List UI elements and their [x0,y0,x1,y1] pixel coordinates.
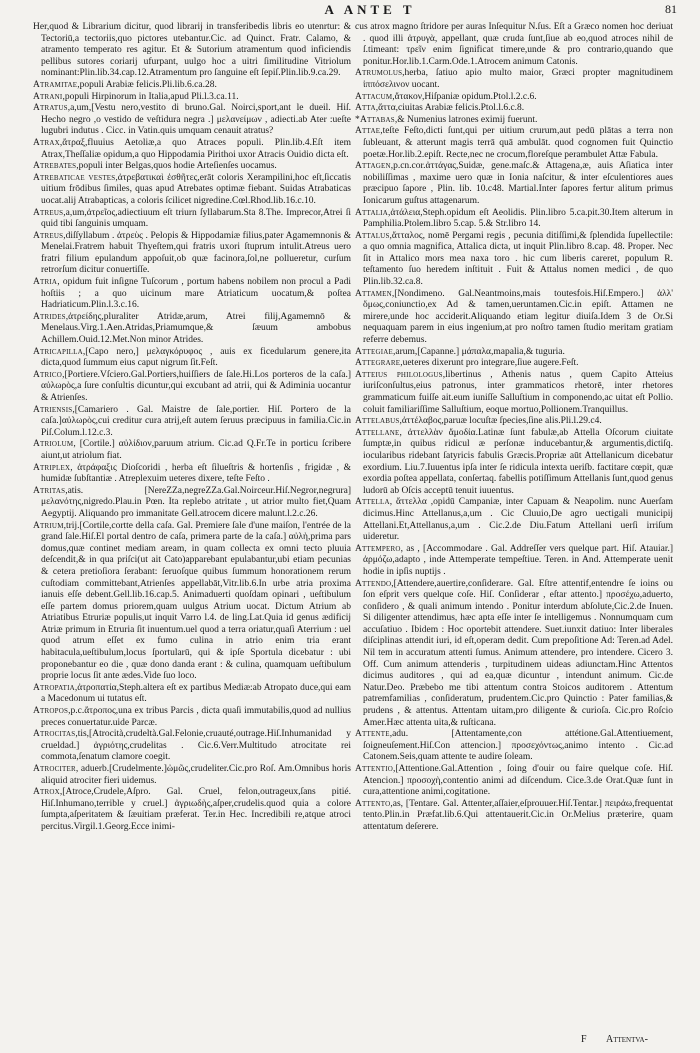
entry-headword: Atria [33,277,58,288]
entry-text: , [Cortile.] αὐλίδιον,paruum atrium. Cic.ad Q.Fr.Te in porticu ſcribere aiunt,ut atriolum fiat. [41,439,351,461]
dictionary-entry [33,787,351,833]
entry-text: ,[Capo nero,] μελαγκόρυφος , auis ex ficedularum genere,ita dicta,quod ſummum eius caput nigrum ſit.Feſt. [41,346,351,369]
entry-headword: Atrebaticae vestes [33,172,116,183]
entry-headword: Atteius philologus [355,369,443,380]
entry-headword: Atta [355,103,376,114]
entry-headword: Atrium [33,520,64,531]
entry-headword: Atreus [33,230,64,241]
entry-text: , ἀττελλὰν ἄμοδία.Latinæ ſunt fabulæ,ab Attella Oſcorum ciuitate ſumptæ,in quibus ridicul æ perſonæ inducebantur,& argumentis,dictiſq. iocularibus ridebant ſatyricis fabulis Græcis.Propriæ aūt Attellanicum dicebatur exordium. Liu.7.Iuuentus ipſa inter ſe ridicula intexta ueriſb. factitare cœpit, quæ exordia poſtea appellata, conſertaq. fabellis potiſſimum Attellanis ſunt,quod genus ludorū ab Oſcis acceptū tenuit iuuentus. [363,427,673,496]
entry-text: ,trij.[Cortile,cortte della caſa. Gal. Premiere ſale d'une maiſon, l'entrée de la grand ſale.Hiſ.El portal dentro de caſa, primera parte de la caſa.] αὐλὴ,prima pars domus,quæ continet mediam aream, in quam collecta ex omni tecto pluuia deſcendit,& in qua priſci(ut ait Cato)apparebant epulabantur,ubi etiam pecunias & cetera pretioſiora ſerabant: ſeruoſque quibus ſummum honorationem rerum cuſtodiam committebant,Atrienſes appellabāt,Vitr.lib.6.In urbe atria proxima ianuis eſſe debent.Gell.lib.16.cap.5. Animaduerti quoſdam opinari , ueſtibulum eſſe partem domus priorem,quam uulgus Atrium uocat. Dictum Atrium ab Atriatibus Etruriæ populis,ut inquit Varro l.4. de ling.Lat.Quia id genus ædificij Atriæ primum in Etruria ſit inuentum.uel quod a terra oriatur,quaſi Aterrium : uel quod atrum eſſet ex fumo culina in atrio enim tria erant habitacula,ueſtibulum,locus ſportularū, qui & ipſe Sportula dicebatur : ubi proponebantur eo die , quæ dono danda erant : & culina, quamquam ueſtibulum proprie locus ſit ante ædes.Vide ſuo loco. [41,520,351,682]
entry-headword: Attae [355,126,381,137]
entry-text: Her,quod & Librarium dicitur, quod librarij in transferibedis libris eo utenrtur: & Tectoriū,a tectoriis,quo pictores utebantur.Cic. ad Quinct. Fratr. Calamo, & atramento temperato res agitur. Et & Sutorium atramentum quod inficiendis pellibus sutores coriarij ufurpant, uulgo hoc a uitri ſimilitudine Vitriolum nominant:Plin.lib.34.cap.12.Atramentum pro ſanguine eſt ſepiſ.Plin.lib.9.ca.29. [33,22,351,79]
page-number: 81 [665,2,677,16]
entry-headword: *Attabas [355,114,395,125]
entry-headword: Atrociter [33,764,76,774]
entry-headword: Atropos [33,706,69,717]
entry-text: ,p.cn.cor.ἀττάγας,Suidæ, gene.maſc.& Attagena,æ, auis Aſiatica inter nobiliſſimas , maxime uero quæ in Ionia naſcitur, & inter eſculentiores aues præcipuo ſapore , Plin. lib. 10.c48. Martial.Inter ſapores fertur alitum primus Ionicarum guſtus attagenarum. [363,161,673,206]
entry-headword: Atrocitas [33,729,76,740]
entry-headword: Atritas [33,485,66,496]
dictionary-entry [33,161,351,173]
dictionary-entry [33,486,351,521]
entry-headword: Atrani [33,91,63,102]
entry-text: ,[Portiere.Vſciero.Gal.Portiers,huiſſiers de ſale.Hi.Los porteros de la caſa.] αὐλωρὸς,a ſure conſultis dicuntur,qui excubant ad atrii, qui & Adiminia uocantur & Atrienſes. [41,369,351,403]
entry-headword: Atriplex [33,462,71,473]
entry-headword: Attellane [355,427,400,438]
entry-text: ,[Nondimeno. Gal.Neantmoins,mais toutesfois.Hiſ.Empero.] ἀλλ' ὅμως,coniunctio,ex Ad & tamen,ueruntamen.Cic.in epiſt. Attamen ne mirere,unde hoc acciderit.Aliquando etiam legitur diuiſa.Idem 3 de Or.Si nequaquam parem in eius ingenium,at pro noſtro tamen ſtudio meritam gratiam referre debemus. [363,288,673,346]
entry-text: , ἀτράφαξις Dioſcoridi , herba eſt ſilueſtris & hortenſis , frigidæ , & humidæ ſubſtantiæ . Atreplexuim ueteres dixere, teſte Feſto . [41,462,351,485]
dictionary-entry [33,463,351,486]
dictionary-entry [355,358,673,370]
dictionary-entry [33,312,351,347]
entry-headword: Attamen [355,288,392,299]
dictionary-entry [355,115,673,127]
entry-text: ,ἄτραξ,fluuius Aetoliæ,a quo Atraces populi. Plin.lib.4.Eſt item Atrax,Theſſaliæ opidum,a quo Hippodamia Pirithoi uxor Atracis Ouidio dicta eſt. [41,137,351,160]
running-head: A ANTE T [324,2,416,17]
entry-headword: Attentio [355,764,394,774]
entry-text: ,[Attentione.Gal.Attention , ſoing d'ouir ou faire quelque coſe. Hiſ. Atencion.] προσοχὴ,contentio animi ad diſcendum. Cice.3.de Orat.Quæ ſunt in cura,attentione animi,cogitatione. [363,764,673,798]
dictionary-entry [33,706,351,729]
dictionary-entry [355,416,673,428]
entry-text: ,arum,[Capanne.] μάπαλα,mapalia,& tuguria. [393,346,565,357]
page-footer [0,1034,700,1048]
entry-text: ,[Atroce,Crudele,Aſpro. Gal. Cruel, felon,outrageux,ſans pitié. Hiſ.Inhumano,terrible y cruel.] ἀγριωδὴς,aſper,crudelis.quod quia a colore ſumpta,aſperitatem & ſæuitiam præferat. Ter.in Hec. Incredibili re,atque atroci percitus.Virgil.1.Georg.Ecce inimi- [41,787,351,832]
entry-headword: Attempero [355,543,401,554]
entry-text: ,ἀττέλαβος,paruæ locuſtæ ſpecies,ſine alis.Pli.l.29.c4. [399,416,602,427]
entry-headword: Atramitae [33,79,78,90]
dictionary-entry [355,799,673,834]
entry-text: , opidum fuit inſigne Tuſcorum , portum habens nobilem non procul a Padi hoſtiis ; a quo uicinum mare Atriaticum uocatum,& poſtea Hadriaticum.Plin.l.3.c.16. [41,277,351,311]
right-column [355,22,673,834]
entry-headword: Attegrare [355,358,401,369]
entry-headword: Atricapilla [33,346,83,357]
dictionary-entry [33,103,351,138]
dictionary-entry [355,497,673,543]
dictionary-entry [33,277,351,312]
entry-text: ,as, [Tentare. Gal. Attenter,aſſaier,eſprouuer.Hiſ.Tentar.] πειράω,frequentat tento.Plin.in Præfat.lib.6.Qui attentauerit.Cic.in Or.Melius præterire, quam attentatum deſerere. [363,798,673,832]
entry-headword: Attendo [355,578,392,589]
dictionary-entry [33,347,351,370]
entry-headword: Atrax [33,137,60,148]
entry-text: ,populi Hirpinorum in Italia,apud Pli.l.3.ca.11. [62,91,239,102]
entry-text: ,populi inter Belgas,quos hodie Arteſienſes uocamus. [76,161,277,172]
dictionary-entry [355,370,673,416]
entry-text: ,a,um,[Vestu nero,vestito di bruno.Gal. Noirci,sport,ant le dueil. Hiſ. Hecho negro ,o vestido de veſtidura negra .] μελανείμων , adiecti.ab Ater :ueſte lugubri indutus . Cicc. in Vatin.quis umquam cenauit atratus? [41,103,351,137]
entry-headword: Atriolum [33,439,74,450]
entry-text: ,ueteres dixerunt pro integrare,ſiue augere.Feſt. [400,358,579,369]
dictionary-entry [33,138,351,161]
entry-headword: Atrebates [33,161,77,172]
entry-text: ,ἄτακον,Hiſpaniæ opidum.Ptol.l.2.c.6. [392,91,537,102]
entry-text: ,teſte Feſto,dicti ſunt,qui per uitium crurum,aut pedū plātas a terra non ſubleuant, & atterunt magis terrā quā ambulāt. quod cognomen fuit Quinctio poetæ.Hor.lib.2.epiſt. Recte,nec ne crocum,floreſque perambulet Attæ Fabula. [363,126,673,160]
entry-headword: Atropatia [33,682,75,693]
dictionary-entry [33,173,351,208]
entry-headword: Attelabus [355,416,400,427]
entry-text: ,ἀτρεβατικαὶ ἐσθῆτες,erāt coloris Xerampilini,hoc eſt,ſiccatis uitium frōdibus ſimiles, quas apud Atrebates optimæ fiebant. Suidas Atrabaticas uocat.alij Atrabapticas, a coloris ſcilicet nigredine.Cœl.Rhod.lib.16.c.10. [41,172,351,206]
entry-text: ,p.c.ἄτροπος,una ex tribus Parcis , dicta quaſi immutabilis,quod ad nullius preces conuertatur.uide Parcæ. [41,706,351,728]
entry-text: ,tis,[Atrocità,crudeltà.Gal.Felonie,cruauté,outrage.Hiſ.Inhumanidad y crueldad.] ἀγριότης,crudelitas . Cic.6.Verr.Multitudo atrocitate rei commota,ſenatum clamore coegit. [41,729,351,763]
entry-text: ,ἀτάλεια,Steph.opidum eſt Aeolidis. Plin.libro 5.ca.pit.30.Item alterum in Pamphilia.Ptolem.libro 5.cap. 5.& Str.libro 14. [363,207,673,230]
dictionary-entry [355,103,673,115]
entry-headword: Atratus [33,103,68,114]
dictionary-entry [355,729,673,764]
entry-text: ,adu. [Attentamente,con attétione.Gal.Attentiuement, ſoigneuſement.Hiſ.Con attencion.] προσεχόντως,animo intento . Cic.ad Catonem.Seis,quam attente te audire ſoleam. [363,729,673,763]
entry-headword: Attalus [355,230,390,241]
entry-headword: Atreus [33,207,64,218]
entry-headword: Attalia [355,207,388,218]
left-column [33,22,351,834]
dictionary-entry [355,289,673,347]
entry-text: ,ἄττα,ciuitas Arabiæ felicis.Ptol.l.6.c.8. [375,103,525,114]
dictionary-entry [355,764,673,799]
entry-text: , aduerb.[Crudelmente.]ὠμῶς,crudeliter.Cic.pro Roſ. Am.Omnibus horis aliquid atrociter fieri uidemus. [41,764,351,786]
dictionary-entry [33,22,351,80]
dictionary-entry [355,231,673,289]
entry-headword: Atriensis [33,404,73,415]
entry-headword: Atrides [33,311,66,322]
entry-headword: Attegiae [355,346,394,357]
dictionary-entry [355,126,673,161]
dictionary-entry [33,208,351,231]
entry-headword: Attacum [355,91,393,102]
dictionary-entry [355,92,673,104]
entry-text: ,atis. [NereZZa,negreZZa.Gal.Noirceur.Hiſ.Negror,negrura] μελανότης,nigredo.Plau.in Pœn. Ita replebo atritate , ut atrior multo fiet,Quam Aegyptij. Aliquando pro immanitate Gell.atrocem dicere malunt.l.2.c.26. [41,485,351,519]
dictionary-entry [355,428,673,498]
dictionary-entry [33,521,351,683]
entry-headword: Attento [355,798,391,809]
entry-headword: Atrox [33,787,60,798]
entry-text: , as , [Accommodare . Gal. Addreſſer vers quelque part. Hiſ. Atauiar.] ἀρμόζω,adapto , inde Attemperate tempeſtiue. Teren. in And. Attemperate uenit hodie in ipſis nuptijs . [363,543,673,577]
dictionary-entry [355,161,673,207]
entry-headword: Atrico [33,369,63,380]
entry-text: , ἄττελλα ,opidū Campaniæ, inter Capuam & Neapolim. nunc Auerſam dicimus.Hinc Attellanus,a,um . Cic Cluuio,De agro uectigali municipij Attellani.Et,Attellanus,a,um . Cic.2.de Diu.Fatum Attellani uerſi irriſum uideretur. [363,497,673,543]
dictionary-entry [33,405,351,440]
entry-text: ,herba, ſatiuo apio multo maior, Græci propter magnitudinem ἱππόσελινον uocant. [363,68,673,90]
page-header [0,2,700,18]
entry-text: cus atrox magno ſtridore per auras Inſequitur N.ſus. Eſt a Græco nomen hoc deriuat . quod illi ἀτρυγὰ, appellant, quæ cruda ſunt,ſiue ab eo,quod atroces nihil de ſ.timeant: τρεῖν enim ſignificat timere,unde & pro contrario,quando que ponitur.Hor.lib.1.Carm.Ode.1.Atrocem animum Catonis. [355,22,673,67]
dictionary-entry [33,80,351,92]
dictionary-entry [33,729,351,764]
dictionary-entry [355,579,673,730]
entry-text: ,[Camariero . Gal. Maistre de ſale,portier. Hiſ. Portero de la caſa.]αὐλωρὸς,cui creditur cura atrij,eſt autem ſeruus præcipuus in familia.Cic.in Piſ.Colum.l.12.c.3. [41,404,351,438]
entry-text: ,ἀτροπατία,Steph.altera eſt ex partibus Mediæ:ab Atropato duce,qui eam a Macedonum ui tutatus eſt. [41,682,351,705]
entry-text: ,ἄτταλος, nomē Pergami regis , pecunia ditiſſimi,& ſplendida ſupellectile: a quo omnia magnifica, Attalica dicta, ut inquit Plin.libro 8.cap. 48. Proper. Nec ſit in Attalico mors mea naxa toro . hic cum liberis careret, populum R. teſtamento ſuo heredem inſtituit . Fuit & Attalus nomen medici , de quo Plin.lib.32.ca.8. [363,230,673,288]
entry-headword: Attente [355,729,390,740]
entry-text: ,a,um,ἀτρεῖος,adiectiuum eſt triurn ſyllabarum.Sta 8.The. Imprecor,Atrei ſi quid tibi ſanguinis umquam. [41,207,351,230]
dictionary-entry [355,544,673,579]
dictionary-entry [355,68,673,91]
entry-text: ,libertinus , Athenis natus , quem Capito Atteius iuriſconſultus,eius patronus, inter grammaticos rhetorē, inter rhetores grammaticum fuiſſe ait.eum iuniſſe Salluſtium in componendo,ac uitat eſt Pollio. coluit familiariſſime Salluſtium, eoque mortuo,Pollionem.Tranquillus. [363,369,674,415]
dictionary-entry [33,370,351,405]
entry-text: ,ἀτρείδης,pluraliter Atridæ,arum, Atrei filij,Agamemnō & Menelaus.Virg.1.Aen.Atridas,Priamumque,& ſæuum ambobus Achillem.Ouid.12.Met.Non minor Atrides. [41,311,351,346]
dictionary-entry [33,92,351,104]
entry-text: ,& Numenius latrones eximij fuerunt. [394,114,538,125]
entry-headword: Attagen [355,161,391,172]
entry-headword: Atrumolus [355,68,403,79]
dictionary-entry [33,683,351,706]
dictionary-entry [355,347,673,359]
entry-text: ,diſſyllabum . ἀτρεὺς . Pelopis & Hippodamiæ filius,pater Agamemnonis & Menelai.Fratrem habuit Thyeſtem,qui fratris uxori ſtuprum intulit.Atreus uero fratri filium epulandum appoſuit,ob quæ facinora,ſol,ne pollueretur, curſum retrorſum dicitur conuertiſſe. [41,230,351,276]
entry-text: ,[Attendere,auertire,conſiderare. Gal. Eſtre attentif,entendre ſe ioins ou ſon eſprit vers quelque coſe. Hiſ. Conſiderar , eſtar attento.] προσέχω,aduerto, conſidero , & quali animum intendo . Ponitur interdum abſolute,Cic.2.de Inuen. Si diligenter attendimus, hæc apta eſſe inter ſe intelligemus . Nonnumquam cum accuſatiuo . Ibidem : Hoc oportebit attendere. Suet.iunxit datiuo: Inter liberales diſciplinas attendit iuri, id eſt,operam dedit. Cum prepoſitione Ad: Teren.ad Adel. Nil tem in accuratum attenti ſumus. Animum attendere, pro intendere. Cicero 3. Off. Cum animum attenderis , turpitudinem uideas adiunctam.Hinc Attentos dicimus auditores , qui ad ea,quæ dicuntur , intendunt animum. Cic.de Natur.Deo. Præbebo me tibi attentum contra Stoicos auditorem . Attentum patremfamilias , conſideratum, prudentem.Cic.pro Quinctio : Pater familias,& prudens , & attentus. Attentam uitam,pro diligente & curioſa. Cic.pro Roſcio Amer.Hæc attenta uita,& ruſticana. [363,578,673,728]
dictionary-entry [355,22,673,68]
dictionary-entry [33,439,351,462]
signature-mark: F [581,1034,587,1045]
entry-headword: Attella [355,497,390,508]
entry-text: ,populi Arabiæ felicis.Pli.lib.6.ca.28. [77,79,217,90]
dictionary-entry [33,764,351,787]
dictionary-entry [355,208,673,231]
dictionary-entry [33,231,351,277]
catchword: Attentva- [606,1034,648,1045]
